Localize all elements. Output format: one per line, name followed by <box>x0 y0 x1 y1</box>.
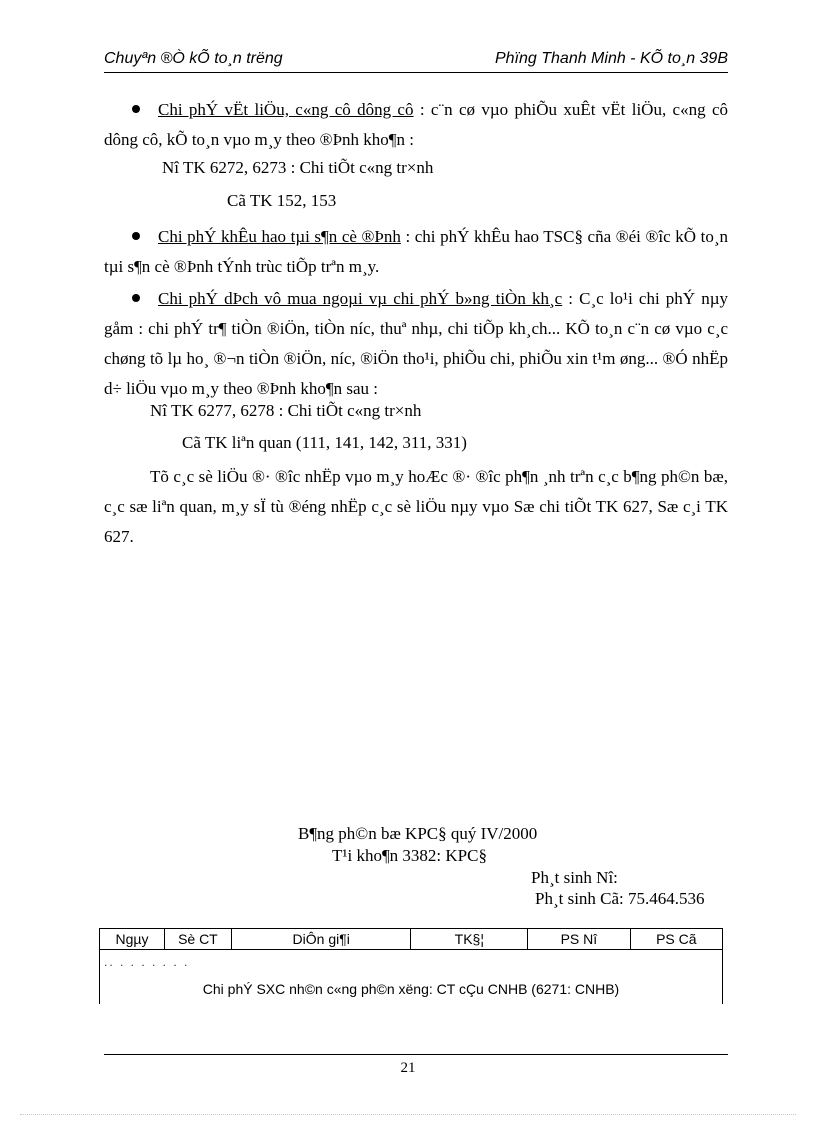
page-edge-divider <box>20 1114 796 1115</box>
bullet-icon <box>132 105 140 113</box>
note-row: Chi phÝ SXC nh©n c«ng ph©n xëng: CT cÇu CNHB (6271: CNHB) <box>100 974 723 1004</box>
summary-debit: Ph¸t sinh Nî: <box>531 868 618 887</box>
col-doc-no: Sè CT <box>164 929 231 950</box>
header-left: Chuyªn ®Ò kÕ to¸n trëng <box>104 50 283 67</box>
entry-2-credit: Cã TK liªn quan (111, 141, 142, 311, 331) <box>182 433 467 452</box>
header-rule <box>104 72 728 73</box>
bullet-title-2: Chi phÝ khÊu hao tµi s¶n cè ®Þnh <box>158 227 401 246</box>
summary-credit: Ph¸t sinh Cã: 75.464.536 <box>535 889 705 908</box>
bullet-paragraph-2 <box>104 222 728 282</box>
bullet-paragraph-1 <box>104 95 728 155</box>
bullet-text-3: : C¸c lo¹i chi phÝ nµy gåm : chi phÝ tr¶ tiÒn ®iÖn, tiÒn níc, thuª nhµ, chi tiÕp kh¸ch... KÕ to¸n c¨n cø vµo c¸c chøng tõ lµ ho¸ ®¬n tiÒn ®iÖn, níc, ®iÖn tho¹i, phiÕu chi, phiÕu xin t¹m øng... ®Ó nhËp d÷ liÖu vµo m¸y theo ®Þnh kho¶n sau : <box>104 289 728 398</box>
table-row <box>100 974 723 1004</box>
entry-1-credit: Cã TK 152, 153 <box>227 191 337 210</box>
bullet-text-2: : chi phÝ khÊu hao TSC§ cña ®éi ®îc kÕ to¸n tµi s¶n cè ®Þnh tÝnh trùc tiÕp trªn m¸y. <box>104 227 728 276</box>
bullet-icon <box>132 294 140 302</box>
page-number: 21 <box>400 1060 416 1076</box>
bullet-icon <box>132 232 140 240</box>
col-contra-account: TK§¦ <box>411 929 528 950</box>
entry-1-debit: Nî TK 6272, 6273 : Chi tiÕt c«ng tr×nh <box>162 158 434 177</box>
col-date: Ngµy <box>100 929 165 950</box>
ledger-header-row <box>100 929 723 950</box>
col-ps-debit: PS Nî <box>528 929 630 950</box>
closing-paragraph: Tõ c¸c sè liÖu ®· ®îc nhËp vµo m¸y hoÆc ®· ®îc ph¶n ¸nh trªn c¸c b¶ng ph©n bæ, c¸c sæ liªn quan, m¸y sÏ tù ®éng nhËp c¸c sè liÖu nµy vµo Sæ chi tiÕt TK 627, Sæ c¸i TK 627. <box>104 467 728 546</box>
header-right: Phïng Thanh Minh - KÕ to¸n 39B <box>494 50 728 67</box>
page-header <box>104 50 728 70</box>
ledger-table <box>99 928 723 1004</box>
dotted-row: .. . . . . . . . <box>100 950 723 975</box>
entry-2-debit: Nî TK 6277, 6278 : Chi tiÕt c«ng tr×nh <box>150 401 422 420</box>
summary-account: T¹i kho¶n 3382: KPC§ <box>332 846 487 865</box>
footer-rule <box>104 1054 728 1055</box>
table-row <box>100 950 723 975</box>
bullet-text-1: : c¨n cø vµo phiÕu xuÊt vËt liÖu, c«ng cô dông cô, kÕ to¸n vµo m¸y theo ®Þnh kho¶n : <box>104 100 728 149</box>
col-ps-credit: PS Cã <box>630 929 722 950</box>
bullet-paragraph-3 <box>104 284 728 404</box>
summary-title: B¶ng ph©n bæ KPC§ quý IV/2000 <box>298 824 538 843</box>
bullet-title-1: Chi phÝ vËt liÖu, c«ng cô dông cô <box>158 100 414 119</box>
bullet-title-3: Chi phÝ dÞch vô mua ngoµi vµ chi phÝ b»ng tiÒn kh¸c <box>158 289 563 308</box>
col-description: DiÔn gi¶i <box>231 929 411 950</box>
